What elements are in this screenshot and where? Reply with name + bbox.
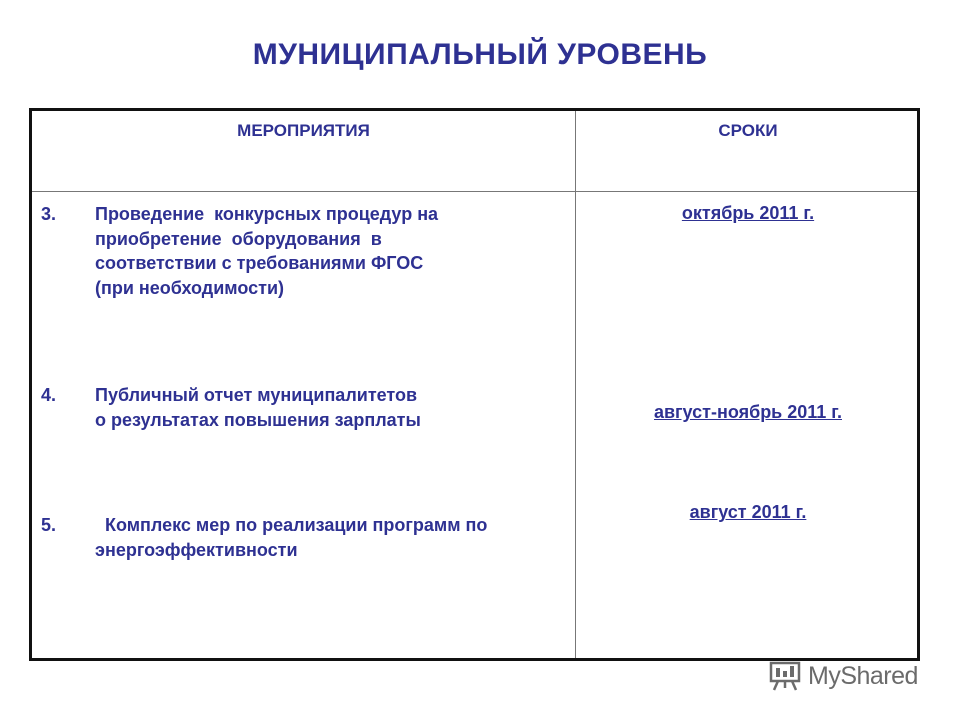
schedule-table <box>29 108 920 661</box>
term-item-5: август 2011 г. <box>689 502 807 522</box>
header-events: МЕРОПРИЯТИЯ <box>237 121 370 140</box>
page-title: МУНИЦИПАЛЬНЫЙ УРОВЕНЬ <box>252 38 708 71</box>
item-number: 4. <box>41 385 57 405</box>
column-divider <box>575 111 576 658</box>
item-line: энергоэффективности <box>95 539 298 560</box>
item-number: 3. <box>41 204 57 224</box>
item-line: (при необходимости) <box>95 277 285 298</box>
watermark-text: MyShared <box>808 661 918 690</box>
item-line: о результатах повышения зарплаты <box>95 409 421 430</box>
item-line: соответствии с требованиями ФГОС <box>95 253 424 273</box>
item-description <box>95 513 565 562</box>
item-line: приобретение оборудования в <box>95 228 382 249</box>
item-description <box>95 383 565 432</box>
item-description <box>95 202 565 300</box>
term-item-4: август-ноябрь 2011 г. <box>653 402 842 422</box>
header-terms: СРОКИ <box>718 121 778 140</box>
presentation-board-icon <box>768 660 802 692</box>
item-line: Публичный отчет муниципалитетов <box>95 385 418 405</box>
item-line: Проведение конкурсных процедур на <box>95 204 439 224</box>
item-number: 5. <box>41 515 57 535</box>
header-row-divider <box>32 191 917 192</box>
term-item-3: октябрь 2011 г. <box>681 203 815 223</box>
watermark-logo <box>768 658 918 694</box>
item-line: Комплекс мер по реализации программ по <box>95 515 488 535</box>
